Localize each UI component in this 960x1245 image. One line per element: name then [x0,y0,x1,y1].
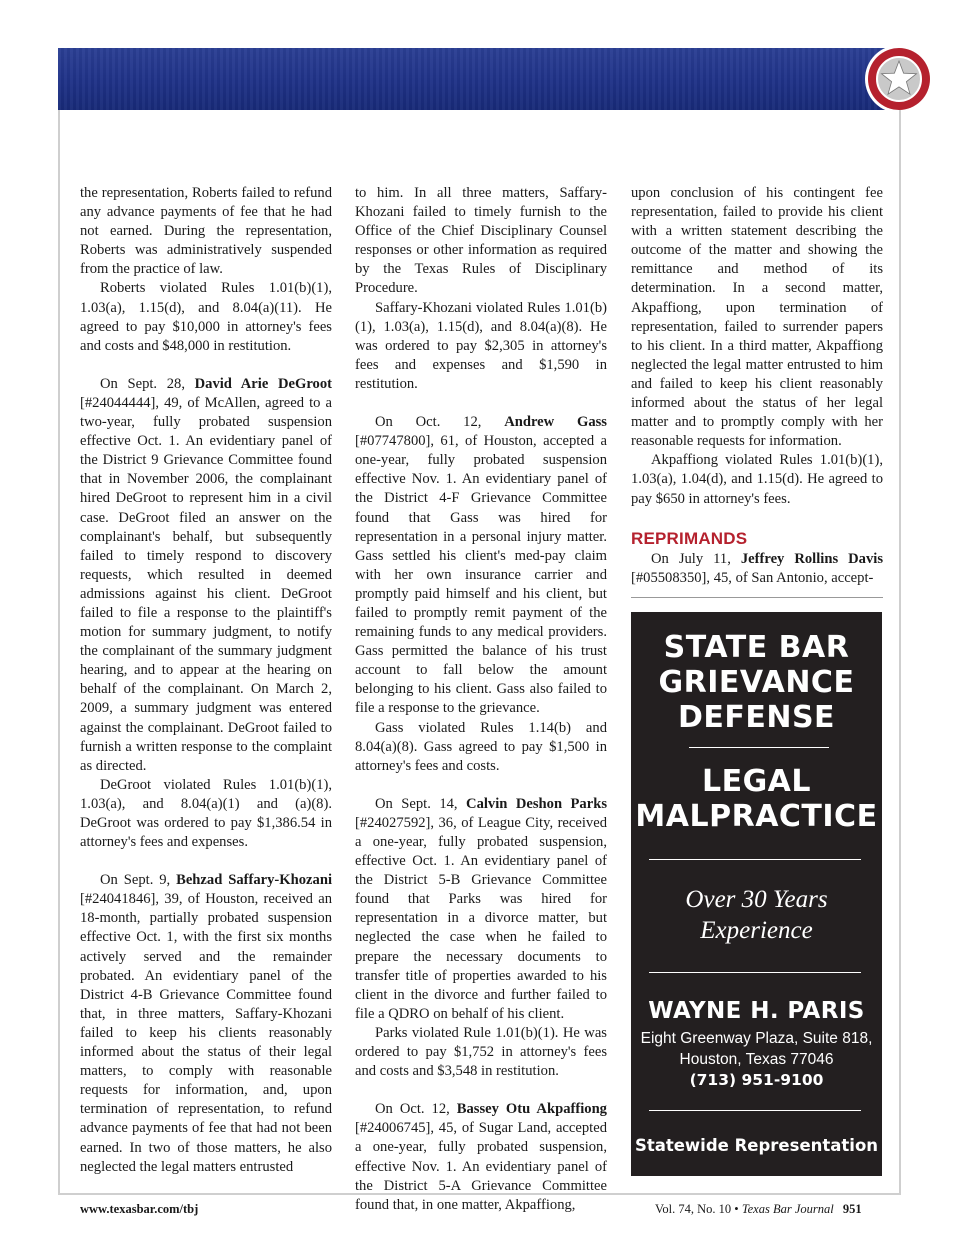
page-number: 951 [842,1202,862,1216]
attorney-name: Andrew Gass [504,414,607,431]
article-column-1 [80,184,332,1177]
ad-divider [649,1110,861,1111]
text: On Oct. 12, [375,1101,457,1118]
ad-tagline: Statewide Representation [634,1136,879,1155]
attorney-name: Jeffrey Rollins Davis [740,550,883,567]
header-banner [58,48,902,110]
paragraph: Akpaffiong violated Rules 1.01(b)(1), 1.03(a), 1.04(d), and 1.15(d). He agreed to pay $650 in attorney's fees. [631,452,883,507]
text: [#24041846], 39, of Houston, received an 18-month, partially probated suspension effective Oct. 1, with the first six months actively served and the remainder probated. An evidentiary panel of the District 4-B Grievance Committee found that, in three matters, Saffary-Khozani failed to keep his clients reasonably informed about the status of their legal matters, to comply with reasonable requests for information, and, upon termination of representation, to refund advance payments of fee that had not been earned. In two of those matters, he also neglected the legal matters entrusted [80,891,332,1175]
paragraph: Parks violated Rule 1.01(b)(1). He was ordered to pay $1,752 in attorney's fees and costs and $3,548 in restitution. [355,1024,607,1080]
text: [#07747800], 61, of Houston, accepted a one-year, fully probated suspension effective Nov. 1. An evidentiary panel of the District 4-F Grievance Committee found that Gass was hired for representation in a personal injury matter. Gass settled his client's med-pay claim with her own insurance carrier and promptly paid himself and his client, but failed to promptly remit payment of the remaining funds to any medical providers. Gass permitted the balance of his trust account to fall below the amount belonging to his client. Gass also failed to file a response to the grievance. [355,433,607,717]
ad-address-line: Houston, Texas 77046 [679,1051,834,1068]
paragraph: DeGroot violated Rules 1.01(b)(1), 1.03(a), and 8.04(a)(1) and (a)(8). DeGroot was ordered to pay $1,386.54 in attorney's fees and expenses. [80,776,332,851]
attorney-name: Calvin Deshon Parks [466,795,607,812]
ad-address [631,1028,882,1070]
text: [#24006745], 45, of Sugar Land, accepted a one-year, fully probated suspension, effective Nov. 1. An evidentiary panel of the District 5-A Grievance Committee found that, in one matter, Akpaffiong, [355,1120,607,1213]
bullet-separator: • [734,1202,739,1216]
paragraph-parks [355,795,607,1024]
paragraph: Saffary-Khozani violated Rules 1.01(b)(1), 1.03(a), 1.15(d), and 8.04(a)(8). He was ordered to pay $2,305 in attorney's fees and expenses and $1,590 in restitution. [355,299,607,392]
star-seal-icon [864,44,934,114]
paragraph-davis [631,550,883,588]
paragraph: Roberts violated Rules 1.01(b)(1), 1.03(a), 1.15(d), and 8.04(a)(11). He agreed to pay $10,000 in attorney's fees and costs and $48,000 in restitution. [80,280,332,354]
attorney-name: Bassey Otu Akpaffiong [456,1101,607,1118]
ad-title-line: DEFENSE [677,700,836,735]
article-column-2 [355,184,607,1215]
advertisement [631,612,882,1176]
ad-divider [649,859,861,860]
footer-website[interactable]: www.texasbar.com/tbj [80,1202,199,1216]
text: On Sept. 9, [100,872,177,889]
ad-subtitle-line: MALPRACTICE [635,799,878,834]
ad-divider [689,747,829,748]
ad-phone: (713) 951-9100 [689,1071,824,1089]
paragraph-saffary-khozani [80,871,332,1177]
ad-address-line: Eight Greenway Plaza, Suite 818, [640,1030,873,1047]
page-frame-left [58,110,60,1195]
text: [#05508350], 45, of San Antonio, accept- [631,569,874,586]
attorney-name: Behzad Saffary-Khozani [176,872,332,889]
ad-experience [631,884,882,946]
issue-number: Vol. 74, No. 10 [655,1202,732,1216]
text: On July 11, [651,550,741,567]
footer-issue-info [655,1202,862,1217]
ad-title-line: GRIEVANCE [658,665,855,700]
ad-title [631,630,882,735]
paragraph: Gass violated Rules 1.14(b) and 8.04(a)(8). Gass agreed to pay $1,500 in attorney's fees and costs. [355,719,607,774]
ad-subtitle [631,764,882,834]
paragraph: to him. In all three matters, Saffary-Khozani failed to timely furnish to the Office of the Chief Disciplinary Counsel responses or other information as required by the Texas Rules of Disciplinary Procedure. [355,185,607,297]
paragraph: upon conclusion of his contingent fee representation, failed to provide his client with a written statement describing the outcome of the matter and showing the remittance and method of its determination. In a second matter, Akpaffiong, upon termination of representation, failed to surrender papers to his client. In a third matter, Akpaffiong neglected the legal matter entrusted to him and failed to keep his client reasonably informed about the status of her legal matter and to promptly comply with her reasonable requests for information. [631,185,883,450]
ad-divider [649,972,861,973]
text: On Sept. 14, [375,795,467,812]
attorney-name: David Arie DeGroot [194,375,332,392]
article-column-3 [631,184,883,588]
text: [#24027592], 36, of League City, received a one-year, fully probated suspension, effective Oct. 1. An evidentiary panel of the District 5-B Grievance Committee found that Parks was hired for representation in a divorce matter, but neglected the case when he failed to prepare the necessary documents to transfer title of properties awarded to his client in the divorce and further failed to file a QDRO on behalf of his client. [355,814,607,1022]
text: On Sept. 28, [100,375,195,392]
ad-attorney-name: WAYNE H. PARIS [648,998,865,1024]
paragraph: the representation, Roberts failed to refund any advance payments of fee that he had not earned. During the representation, Roberts was administratively suspended from the practice of law. [80,185,332,278]
section-heading-reprimands: REPRIMANDS [631,528,748,548]
paragraph-degroot [80,375,332,776]
paragraph-akpaffiong [355,1100,607,1215]
text: [#24044444], 49, of McAllen, agreed to a two-year, fully probated suspension effective Oct. 1. An evidentiary panel of the District 9 Grievance Committee found that in November 2006, the complainant hired DeGroot to represent him in a civil case. DeGroot filed an answer on the complainant's behalf, but subsequently failed to timely respond to discovery requests, which resulted in deemed admissions against his client. DeGroot failed to file a response to the plaintiff's motion for summary judgment, to notify the complainant of the summary judgment hearing, and to appear at the hearing on behalf of the complainant. On March 2, 2009, a summary judgment was entered against the complainant. DeGroot failed to furnish a written response to the complaint as directed. [80,394,332,774]
journal-name: Texas Bar Journal [741,1202,834,1216]
ad-experience-line: Over 30 Years [685,886,828,913]
column-divider [631,597,883,598]
paragraph-gass [355,413,607,719]
ad-subtitle-line: LEGAL [701,764,812,799]
text: On Oct. 12, [375,414,505,431]
ad-experience-line: Experience [700,917,813,944]
ad-title-line: STATE BAR [663,630,850,665]
page-frame-right [899,110,901,1195]
